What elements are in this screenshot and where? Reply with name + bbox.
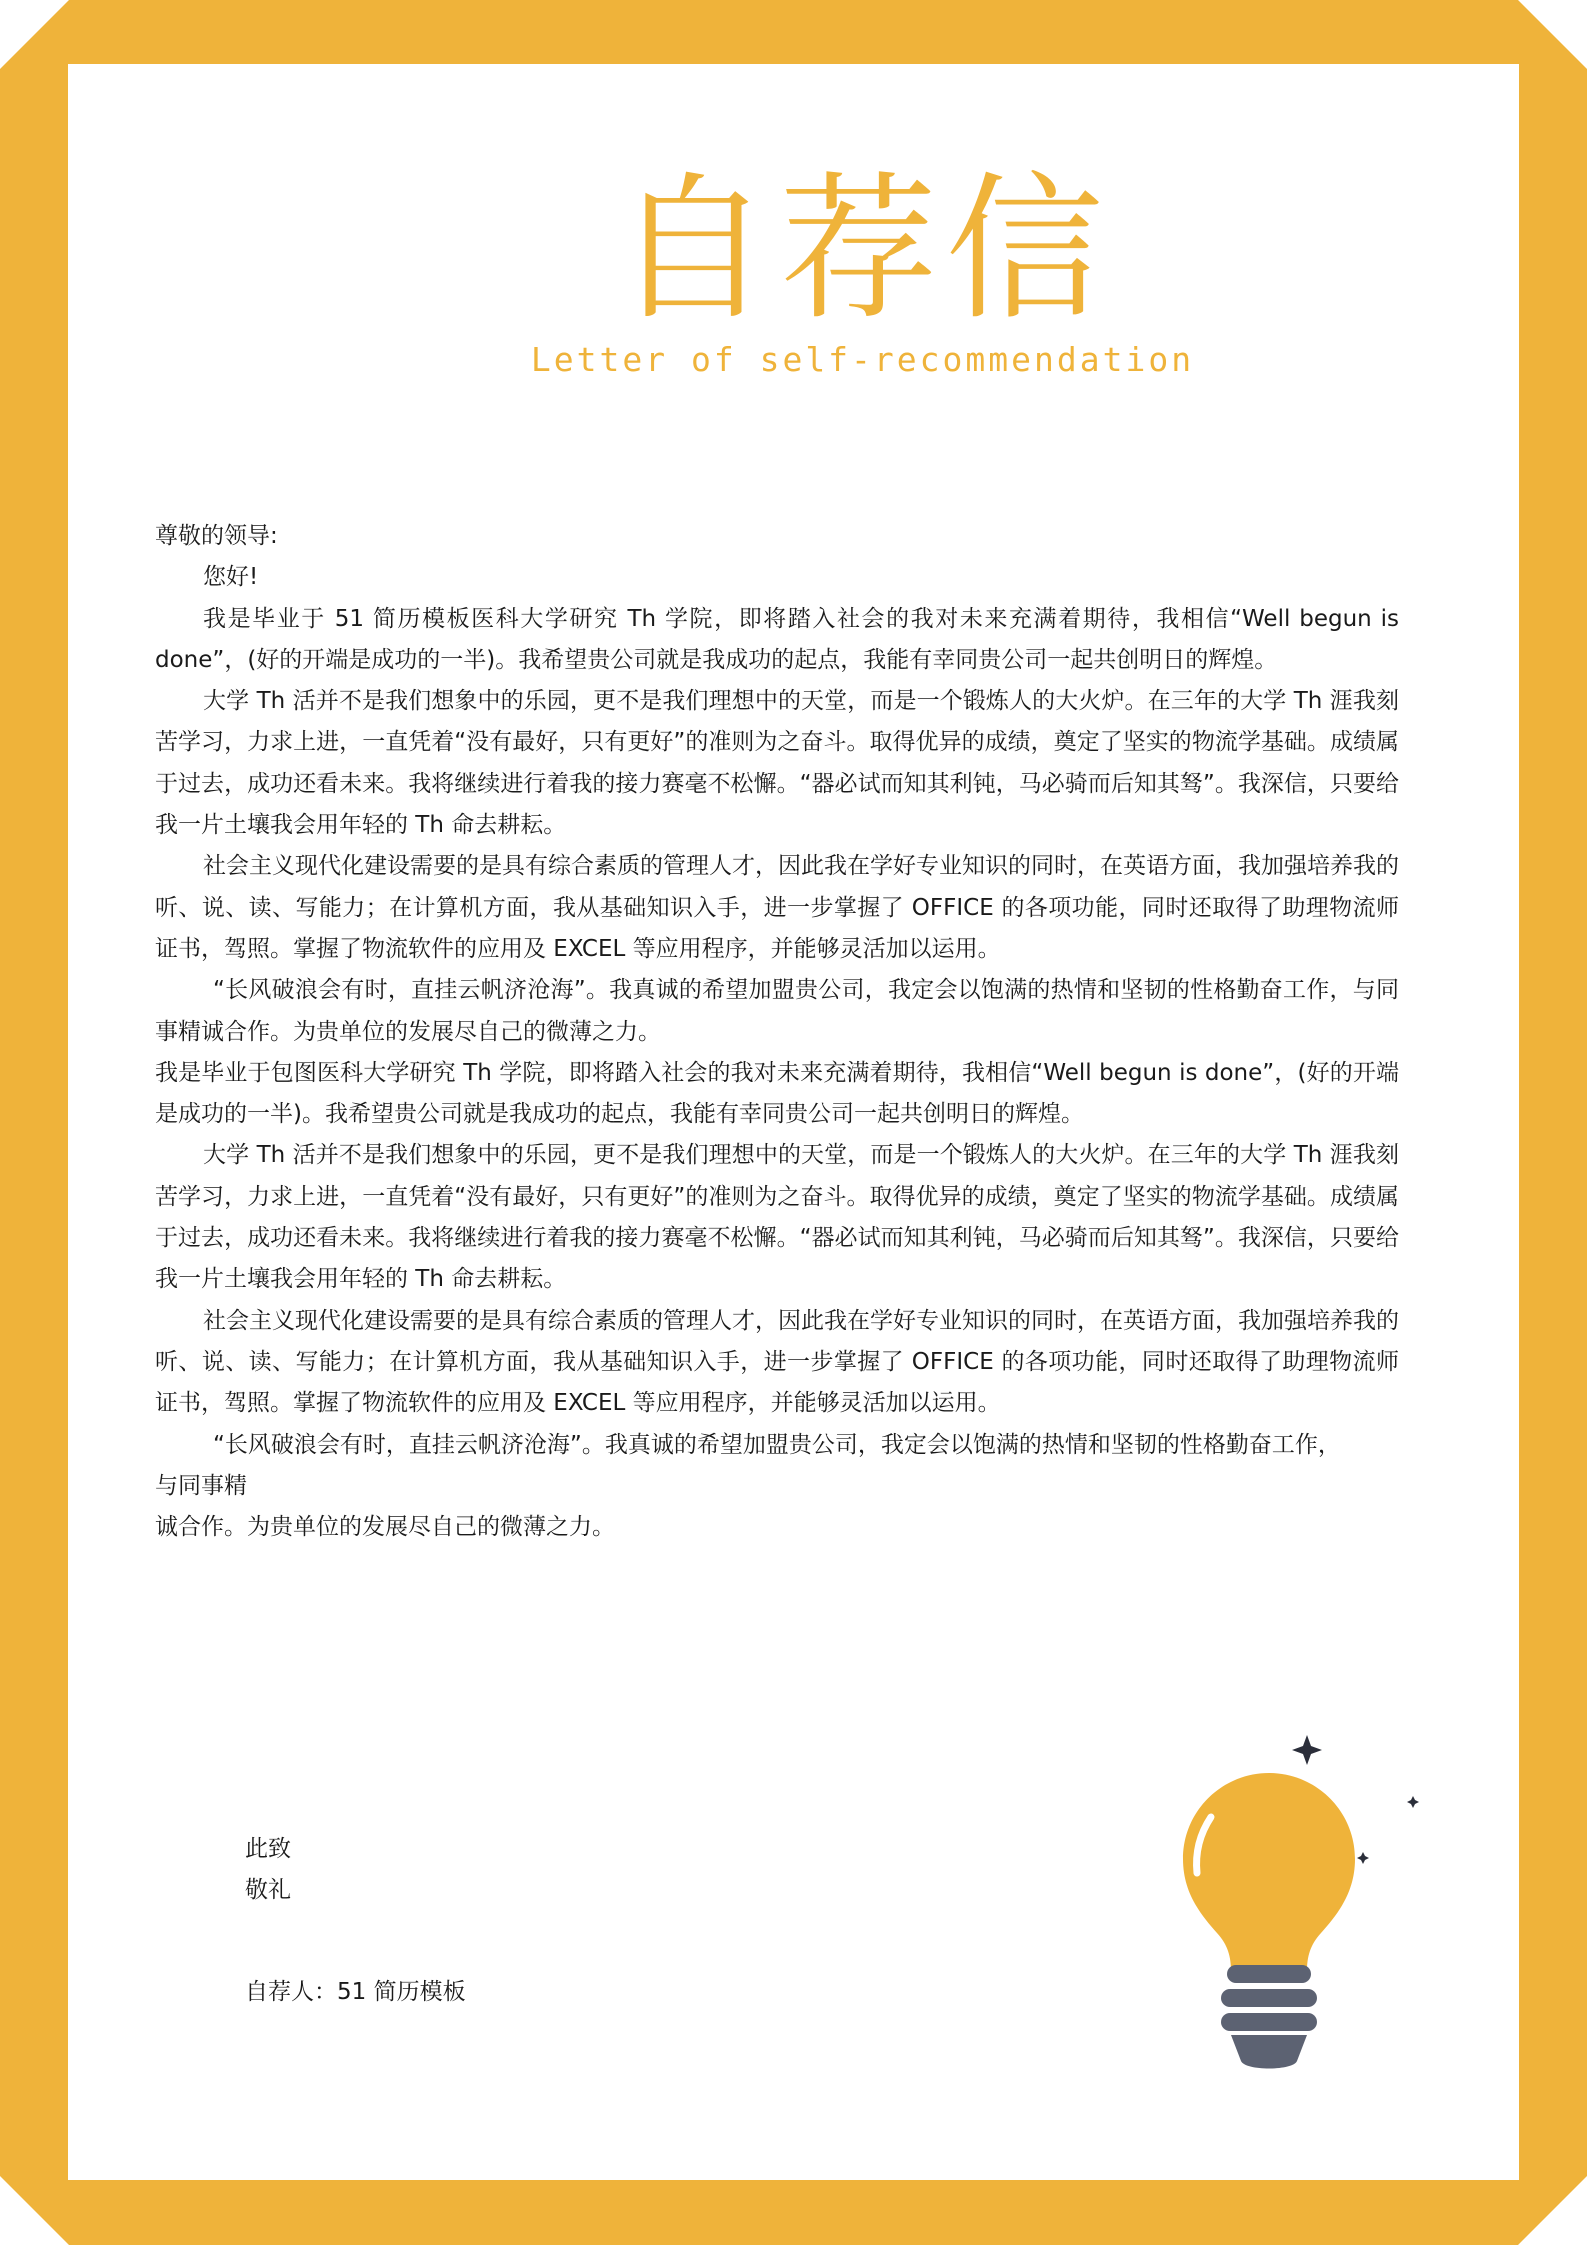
paragraph: “长风破浪会有时，直挂云帆济沧海”。我真诚的希望加盟贵公司，我定会以饱满的热情和坚韧的性格勤奋工作， <box>213 1431 1341 1458</box>
closing-line: 敬礼 <box>245 1877 291 1903</box>
paragraph: 我是毕业于 51 简历模板医科大学研究 Th 学院，即将踏入社会的我对未来充满着期待，我相信“Well begun is done”，(好的开端是成功的一半)。我希望贵公司就是我成功的起点，我能有幸同贵公司一起共创明日的辉煌。 <box>155 605 1399 673</box>
closing <box>245 1829 291 1911</box>
page-title: 自荐信 <box>613 158 1112 342</box>
greeting: 您好! <box>203 564 259 591</box>
letter-body <box>155 516 1399 1548</box>
closing-line: 此致 <box>245 1836 291 1862</box>
page-subtitle: Letter of self-recommendation <box>530 340 1195 379</box>
sparkle-icon <box>1407 1796 1419 1808</box>
paragraph: 诚合作。为贵单位的发展尽自己的微薄之力。 <box>155 1514 615 1541</box>
paragraph: “长风破浪会有时，直挂云帆济沧海”。我真诚的希望加盟贵公司，我定会以饱满的热情和坚韧的性格勤奋工作，与同事精诚合作。为贵单位的发展尽自己的微薄之力。 <box>155 977 1399 1045</box>
paragraph: 大学 Th 活并不是我们想象中的乐园，更不是我们理想中的天堂，而是一个锻炼人的大火炉。在三年的大学 Th 涯我刻苦学习，力求上进，一直凭着“没有最好，只有更好”的准则为之奋斗。取得优异的成绩，奠定了坚实的物流学基础。成绩属于过去，成功还看未来。我将继续进行着我的接力赛毫不松懈。“器必试而知其利钝，马必骑而后知其驽”。我深信，只要给我一片土壤我会用年轻的 Th 命去耕耘。 <box>155 688 1399 839</box>
paragraph: 与同事精 <box>155 1472 247 1499</box>
signature: 自荐人：51 简历模板 <box>245 1979 466 2005</box>
paragraph: 社会主义现代化建设需要的是具有综合素质的管理人才，因此我在学好专业知识的同时，在英语方面，我加强培养我的听、说、读、写能力；在计算机方面，我从基础知识入手，进一步掌握了 OFFICE 的各项功能，同时还取得了助理物流师证书，驾照。掌握了物流软件的应用及 EXCEL 等应用程序，并能够灵活加以运用。 <box>155 853 1399 962</box>
paragraph: 大学 Th 活并不是我们想象中的乐园，更不是我们理想中的天堂，而是一个锻炼人的大火炉。在三年的大学 Th 涯我刻苦学习，力求上进，一直凭着“没有最好，只有更好”的准则为之奋斗。取得优异的成绩，奠定了坚实的物流学基础。成绩属于过去，成功还看未来。我将继续进行着我的接力赛毫不松懈。“器必试而知其利钝，马必骑而后知其驽”。我深信，只要给我一片土壤我会用年轻的 Th 命去耕耘。 <box>155 1142 1399 1293</box>
paragraph: 社会主义现代化建设需要的是具有综合素质的管理人才，因此我在学好专业知识的同时，在英语方面，我加强培养我的听、说、读、写能力；在计算机方面，我从基础知识入手，进一步掌握了 OFFICE 的各项功能，同时还取得了助理物流师证书，驾照。掌握了物流软件的应用及 EXCEL 等应用程序，并能够灵活加以运用。 <box>155 1307 1399 1417</box>
sparkle-icon <box>1357 1852 1369 1864</box>
lightbulb-icon <box>1165 1735 1425 2075</box>
paragraph: 我是毕业于包图医科大学研究 Th 学院，即将踏入社会的我对未来充满着期待，我相信“Well begun is done”，(好的开端是成功的一半)。我希望贵公司就是我成功的起点，我能有幸同贵公司一起共创明日的辉煌。 <box>155 1059 1399 1128</box>
sparkle-icon <box>1292 1735 1322 1765</box>
salutation: 尊敬的领导: <box>155 523 278 549</box>
